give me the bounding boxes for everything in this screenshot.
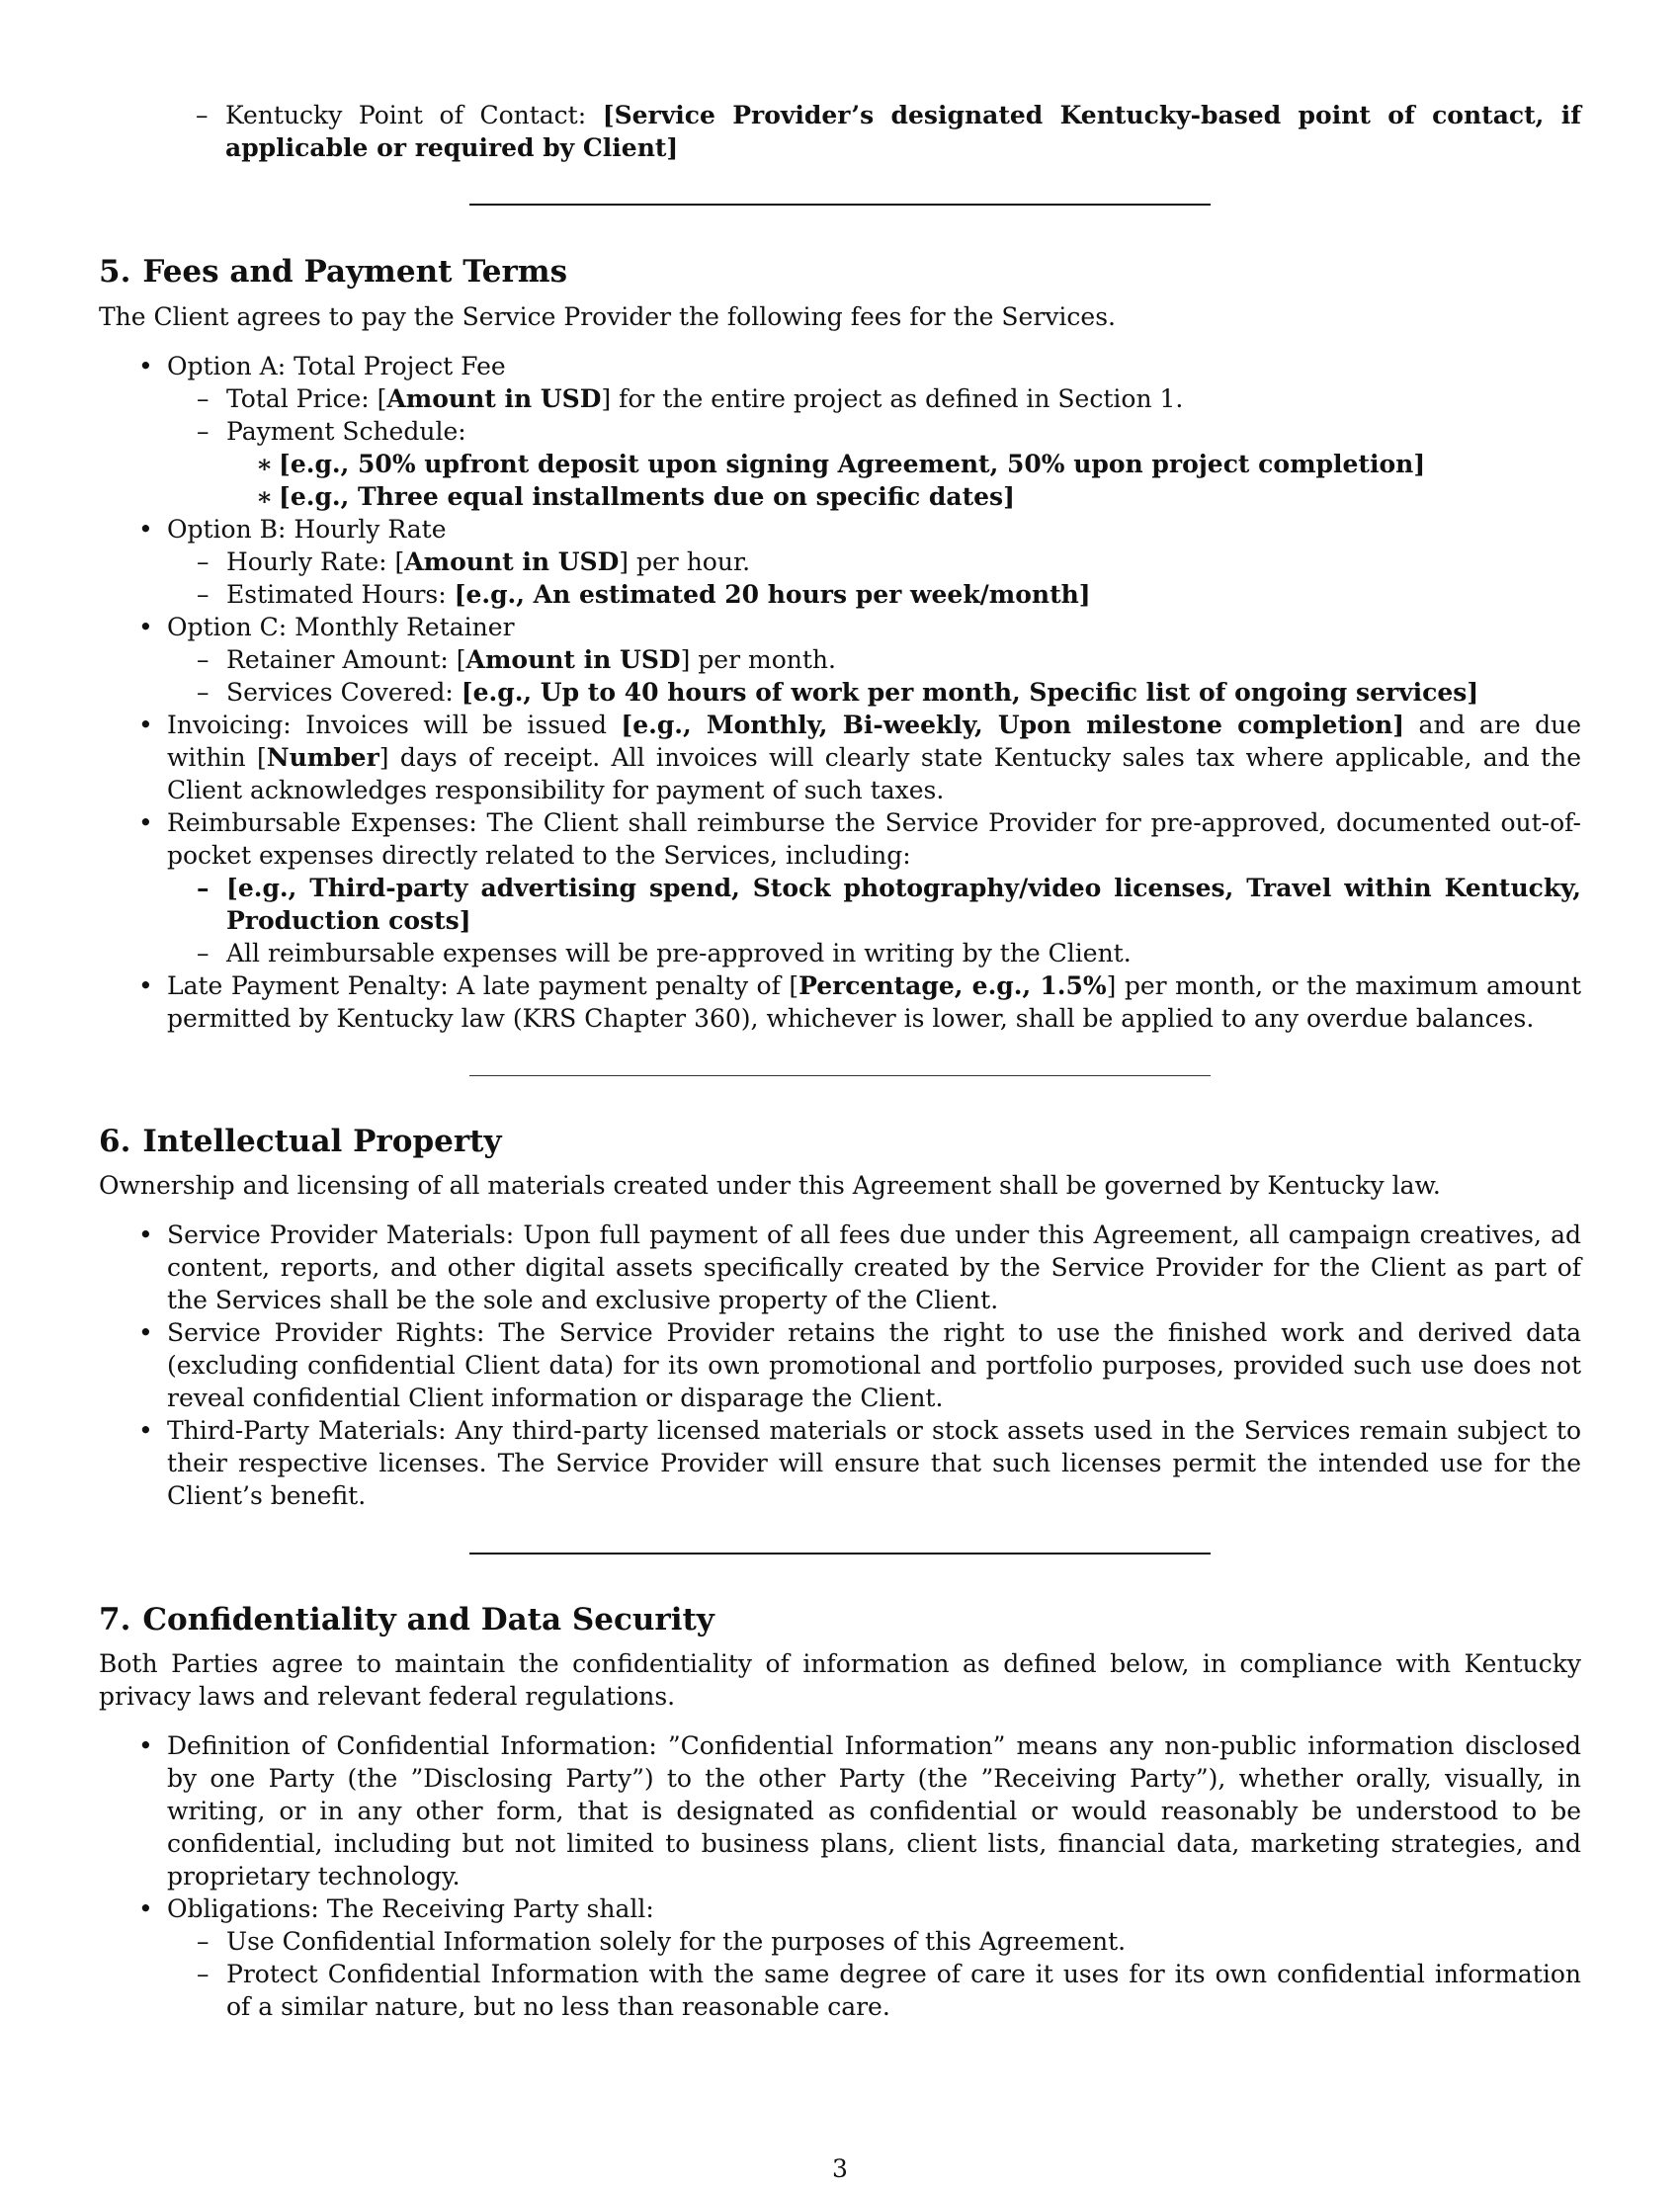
- list-item: • Definition of Confidential Information: ”Confidential Information” means any non-public information disclosed by one Party (the ”Disclosing Party”) to the other Party (the ”Receiving Party”), whether orally, visually, in writing, or in any other form, that is designated as confidential or would reasonably be understood to be confidential, including but not limited to business plans, client lists, financial data, marketing strategies, and proprietary technology.: [99, 1729, 1581, 1892]
- list-item: – Protect Confidential Information with the same degree of care it uses for its own confidential information of a similar nature, but no less than reasonable care.: [167, 1958, 1581, 2023]
- list-item: ∗ [e.g., 50% upfront deposit upon signing Agreement, 50% upon project completion]: [226, 448, 1581, 480]
- fees-list: [99, 350, 1581, 1035]
- list-item: [167, 578, 1581, 611]
- list-item: • Service Provider Rights: The Service Provider retains the right to use the finished work and derived data (excluding confidential Client data) for its own promotional and portfolio purposes, provided such use does not reveal confidential Client information or disparage the Client.: [99, 1316, 1581, 1414]
- estimated-hours-label: Estimated Hours:: [226, 580, 455, 609]
- hourly-rate-rest: ] per hour.: [619, 547, 751, 576]
- hourly-rate-label: Hourly Rate: [: [226, 547, 405, 576]
- list-item: [167, 643, 1581, 676]
- section-heading-fees: [99, 252, 1581, 292]
- document-page: [99, 99, 1581, 2023]
- fees-intro: The Client agrees to pay the Service Provider the following fees for the Services.: [99, 302, 1116, 331]
- option-b-sublist: [167, 546, 1581, 611]
- ip-list: [99, 1219, 1581, 1512]
- option-c-label: Option C: Monthly Retainer: [167, 613, 515, 641]
- late-payment-percentage: Percentage, e.g., 1.5%: [798, 971, 1107, 1000]
- retainer-amount-value: Amount in USD: [465, 645, 681, 674]
- section-number: 6.: [99, 1124, 131, 1159]
- late-payment-rest: ] per month, or the maximum amount permitted by Kentucky law (KRS Chapter 360), whichever is lower, shall be applied to any overdue balances.: [167, 971, 1581, 1033]
- list-item: [99, 806, 1581, 969]
- list-item: – All reimbursable expenses will be pre-approved in writing by the Client.: [167, 937, 1581, 969]
- reimbursable-sublist: [167, 872, 1581, 969]
- invoicing-days: Number: [266, 743, 379, 772]
- list-item: – [e.g., Third-party advertising spend, Stock photography/video licenses, Travel within Kentucky, Production costs]: [167, 872, 1581, 937]
- invoicing-frequency: [e.g., Monthly, Bi-weekly, Upon milestone completion]: [621, 711, 1405, 739]
- list-item: ∗ [e.g., Three equal installments due on specific dates]: [226, 480, 1581, 513]
- reimbursable-expenses-text: Reimbursable Expenses: The Client shall reimburse the Service Provider for pre-approved, documented out-of-pocket expenses directly related to the Services, including:: [167, 808, 1581, 870]
- kentucky-point-of-contact: [196, 99, 1581, 164]
- option-b-label: Option B: Hourly Rate: [167, 515, 447, 544]
- section-divider: [469, 1553, 1211, 1555]
- confidentiality-intro: Both Parties agree to maintain the confidentiality of information as defined below, in compliance with Kentucky privacy laws and relevant federal regulations.: [99, 1649, 1581, 1711]
- invoicing-label: Invoicing: Invoices will be issued: [167, 711, 622, 739]
- list-item: • Third-Party Materials: Any third-party licensed materials or stock assets used in the Services remain subject to their respective licenses. The Service Provider will ensure that such licenses permit the intended use for the Client’s benefit.: [99, 1414, 1581, 1512]
- services-covered-label: Services Covered:: [226, 678, 462, 707]
- late-payment-label: Late Payment Penalty: A late payment penalty of [: [167, 971, 799, 1000]
- hourly-rate-value: Amount in USD: [404, 547, 620, 576]
- section-title: Intellectual Property: [142, 1124, 502, 1159]
- list-item: [99, 1892, 1581, 2023]
- list-item: [99, 513, 1581, 611]
- section-heading-ip: [99, 1122, 1581, 1161]
- total-price-label: Total Price: [: [226, 384, 387, 413]
- section-title: Confidentiality and Data Security: [142, 1602, 714, 1638]
- list-item: – Use Confidential Information solely for the purposes of this Agreement.: [167, 1925, 1581, 1958]
- option-a-label: Option A: Total Project Fee: [167, 352, 506, 380]
- option-c-sublist: [167, 643, 1581, 709]
- total-price-rest: ] for the entire project as defined in Section 1.: [601, 384, 1184, 413]
- confidentiality-list: [99, 1729, 1581, 2023]
- list-item: [99, 611, 1581, 709]
- list-item: [167, 415, 1581, 513]
- section-divider: [469, 204, 1211, 206]
- list-item: [99, 969, 1581, 1035]
- list-item: [167, 676, 1581, 709]
- list-item: [167, 382, 1581, 415]
- estimated-hours-value: [e.g., An estimated 20 hours per week/month]: [454, 580, 1091, 609]
- section-number: 5.: [99, 254, 131, 290]
- section-heading-confidentiality: [99, 1600, 1581, 1639]
- payment-schedule-label: Payment Schedule:: [226, 417, 466, 446]
- list-item: [167, 546, 1581, 578]
- obligations-sublist: [167, 1925, 1581, 2023]
- page-number: 3: [832, 2154, 848, 2183]
- payment-schedule-sublist: [226, 448, 1581, 513]
- total-price-value: Amount in USD: [386, 384, 602, 413]
- poc-label: Kentucky Point of Contact:: [225, 101, 603, 129]
- list-item: • Service Provider Materials: Upon full payment of all fees due under this Agreement, all campaign creatives, ad content, reports, and other digital assets specifically created by the Service Provider for the Client as part of the Services shall be the sole and exclusive property of the Client.: [99, 1219, 1581, 1316]
- services-covered-value: [e.g., Up to 40 hours of work per month, Specific list of ongoing services]: [461, 678, 1479, 707]
- invoicing-mid: and are due within [: [167, 711, 1581, 772]
- list-item: [99, 709, 1581, 806]
- section-number: 7.: [99, 1602, 131, 1638]
- section-title: Fees and Payment Terms: [142, 254, 568, 290]
- section-divider: [469, 1075, 1211, 1076]
- list-item: [99, 350, 1581, 513]
- dash-marker: –: [196, 101, 209, 129]
- retainer-amount-label: Retainer Amount: [: [226, 645, 466, 674]
- retainer-amount-rest: ] per month.: [680, 645, 836, 674]
- ip-intro: Ownership and licensing of all materials created under this Agreement shall be governed by Kentucky law.: [99, 1171, 1441, 1200]
- obligations-label: Obligations: The Receiving Party shall:: [167, 1894, 654, 1923]
- poc-value: [Service Provider’s designated Kentucky-based point of contact, if applicable or required by Client]: [225, 101, 1581, 162]
- option-a-sublist: [167, 382, 1581, 513]
- invoicing-rest: ] days of receipt. All invoices will clearly state Kentucky sales tax where applicable, and the Client acknowledges responsibility for payment of such taxes.: [167, 743, 1581, 804]
